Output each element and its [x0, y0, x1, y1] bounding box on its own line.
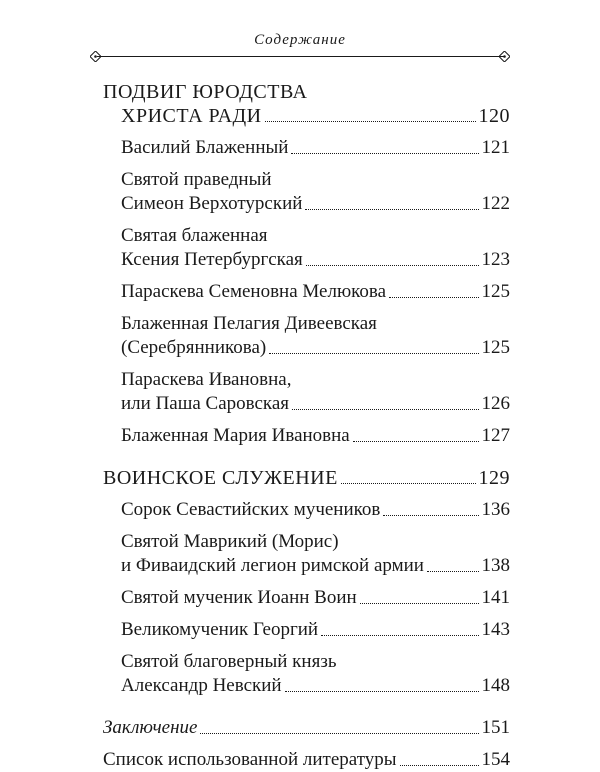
toc-row: [103, 104, 510, 128]
toc-entry: [103, 650, 510, 698]
ornament-right-icon: [499, 51, 510, 62]
toc-entry: [103, 312, 510, 360]
toc-entry: [103, 424, 510, 448]
toc-row: [121, 192, 510, 216]
toc-row: [121, 392, 510, 416]
entry-title: Святой мученик Иоанн Воин: [121, 587, 357, 608]
leader-dots: [306, 265, 479, 266]
entry-title: Симеон Верхотурский: [121, 193, 303, 214]
toc-entry: [103, 618, 510, 642]
leader-dots: [269, 353, 478, 354]
page-number: 127: [481, 425, 510, 446]
toc-entry: [103, 168, 510, 216]
entry-title: (Серебрянникова): [121, 337, 267, 358]
page-number: 154: [481, 749, 510, 770]
section-title: ВОИНСКОЕ СЛУЖЕНИЕ: [103, 467, 338, 489]
entry-title: Блаженная Мария Ивановна: [121, 425, 350, 446]
toc-row: [121, 248, 510, 272]
leader-dots: [341, 483, 476, 484]
leader-dots: [200, 733, 478, 734]
entry-title: или Паша Саровская: [121, 393, 290, 414]
entry-title: Сорок Севастийских мучеников: [121, 499, 381, 520]
section-heading: ПОДВИГ ЮРОДСТВА: [103, 81, 308, 103]
page-number: 125: [481, 337, 510, 358]
section-heading: [103, 466, 510, 490]
toc-entry: [103, 280, 510, 304]
leader-dots: [292, 409, 478, 410]
page-number: 121: [481, 137, 510, 158]
entry-title: Параскева Семеновна Мелюкова: [121, 281, 387, 302]
conclusion-title: Заключение: [103, 717, 198, 738]
page-number: 126: [481, 393, 510, 414]
leader-dots: [360, 603, 479, 604]
header-rule: [97, 56, 504, 57]
table-of-contents: [103, 80, 510, 772]
page-number: 123: [481, 249, 510, 270]
leader-dots: [265, 121, 476, 122]
page-number: 120: [478, 105, 510, 127]
page-number: 122: [481, 193, 510, 214]
toc-entry: [103, 530, 510, 578]
entry-title-line: Святой Маврикий (Морис): [121, 531, 339, 552]
entry-title-line: Святая блаженная: [121, 225, 268, 246]
entry-title-line: Параскева Ивановна,: [121, 369, 292, 390]
running-head: Содержание: [254, 32, 346, 48]
page-number: 141: [481, 587, 510, 608]
page-number: 143: [481, 619, 510, 640]
toc-entry: [103, 368, 510, 416]
section-title: ХРИСТА РАДИ: [121, 105, 262, 127]
page-number: 125: [481, 281, 510, 302]
leader-dots: [400, 765, 479, 766]
page-number: 136: [481, 499, 510, 520]
toc-entry: [103, 224, 510, 272]
entry-title: Великомученик Георгий: [121, 619, 319, 640]
toc-conclusion: [103, 716, 510, 740]
page-number: 138: [481, 555, 510, 576]
leader-dots: [285, 691, 479, 692]
toc-bibliography: [103, 748, 510, 772]
toc-entry: [103, 586, 510, 610]
page-number: 151: [481, 717, 510, 738]
entry-title: и Фиваидский легион римской армии: [121, 555, 424, 576]
entry-title-line: Святой праведный: [121, 169, 272, 190]
entry-title-line: Святой благоверный князь: [121, 651, 337, 672]
leader-dots: [321, 635, 478, 636]
leader-dots: [427, 571, 479, 572]
leader-dots: [353, 441, 479, 442]
ornament-left-icon: [90, 51, 101, 62]
leader-dots: [305, 209, 478, 210]
page-number: 148: [481, 675, 510, 696]
toc-entry: [103, 498, 510, 522]
entry-title: Ксения Петербургская: [121, 249, 303, 270]
page-number: 129: [478, 467, 510, 489]
entry-title: Александр Невский: [121, 675, 282, 696]
leader-dots: [291, 153, 478, 154]
toc-row: [121, 554, 510, 578]
toc-row: [121, 336, 510, 360]
leader-dots: [383, 515, 478, 516]
toc-row: [121, 674, 510, 698]
bibliography-title: Список использованной литературы: [103, 749, 397, 770]
toc-entry: [103, 136, 510, 160]
entry-title: Василий Блаженный: [121, 137, 289, 158]
entry-title-line: Блаженная Пелагия Дивеевская: [121, 313, 377, 334]
leader-dots: [389, 297, 478, 298]
